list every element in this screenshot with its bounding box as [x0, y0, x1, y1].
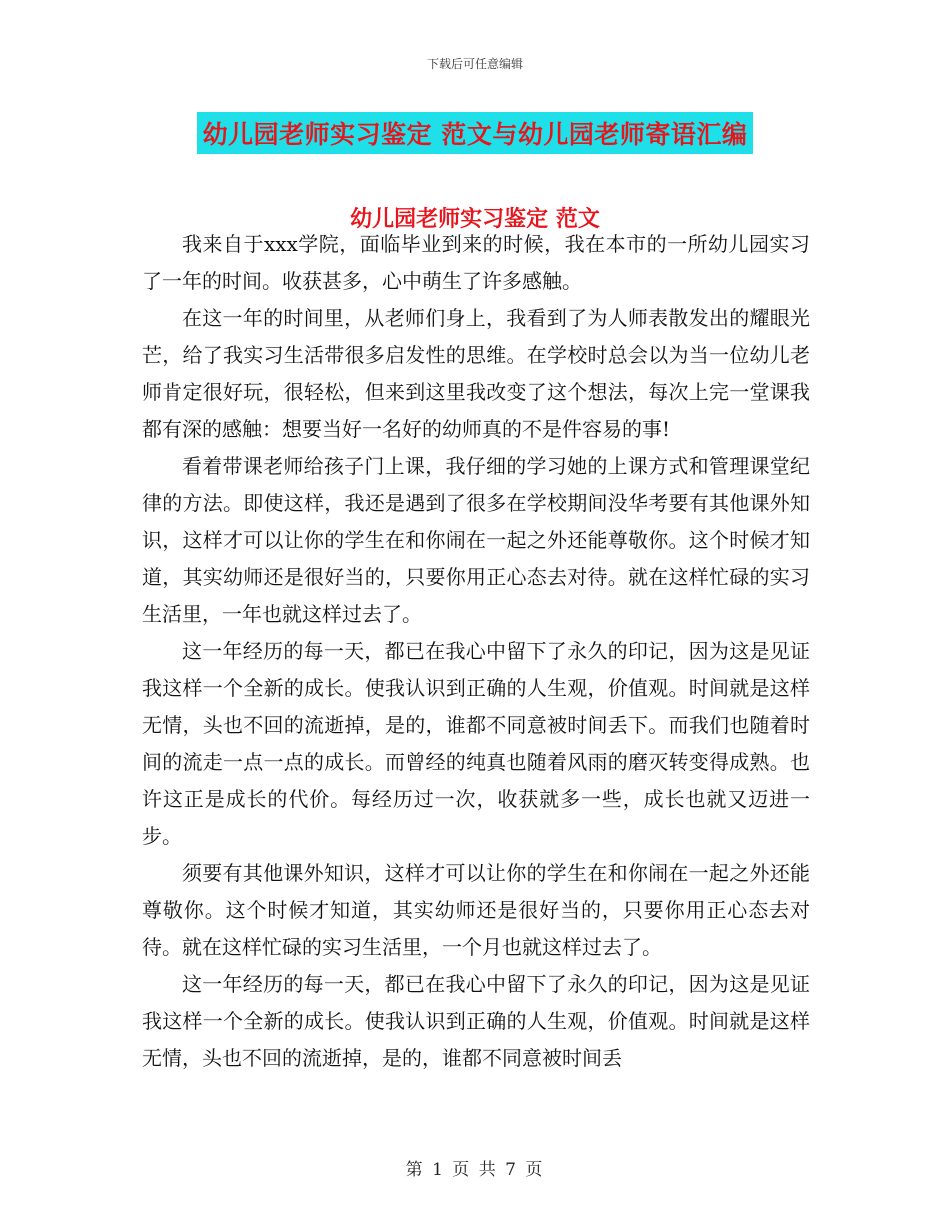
paragraph: 看着带课老师给孩子门上课，我仔细的学习她的上课方式和管理课堂纪律的方法。即使这样，我还是遇到了很多在学校期间没华考要有其他课外知识，这样才可以让你的学生在和你闹在一起之外还能尊敬你。这个时候才知道，其实幼师还是很好当的，只要你用正心态去对待。就在这样忙碌的实习生活里，一年也就这样过去了。	[142, 454, 810, 626]
page-number-footer: 第 1 页 共 7 页	[405, 1160, 545, 1180]
main-title: 幼儿园老师实习鉴定 范文与幼儿园老师寄语汇编	[197, 112, 754, 154]
paragraph: 我来自于xxx学院，面临毕业到来的时候，我在本市的一所幼儿园实习了一年的时间。收获甚多，心中萌生了许多感触。	[142, 232, 810, 293]
section-title: 幼儿园老师实习鉴定 范文	[350, 206, 600, 232]
body-text	[142, 226, 810, 1077]
paragraph: 这一年经历的每一天，都已在我心中留下了永久的印记，因为这是见证我这样一个全新的成长。使我认识到正确的人生观，价值观。时间就是这样无情，头也不回的流逝掉，是的，谁都不同意被时间丢下。而我们也随着时间的流走一点一点的成长。而曾经的纯真也随着风雨的磨灭转变得成熟。也许这正是成长的代价。每经历过一次，收获就多一些，成长也就又迈进一步。	[142, 639, 810, 848]
paragraph: 这一年经历的每一天，都已在我心中留下了永久的印记，因为这是见证我这样一个全新的成长。使我认识到正确的人生观，价值观。时间就是这样无情，头也不回的流逝掉，是的，谁都不同意被时间丢	[142, 972, 810, 1070]
paragraph: 须要有其他课外知识，这样才可以让你的学生在和你闹在一起之外还能尊敬你。这个时候才知道，其实幼师还是很好当的，只要你用正心态去对待。就在这样忙碌的实习生活里，一个月也就这样过去了。	[142, 861, 810, 959]
main-title-container	[0, 112, 950, 154]
header-note: 下载后可任意编辑	[426, 57, 523, 71]
paragraph: 在这一年的时间里，从老师们身上，我看到了为人师表散发出的耀眼光芒，给了我实习生活带很多启发性的思维。在学校时总会以为当一位幼儿老师肯定很好玩，很轻松，但来到这里我改变了这个想法，每次上完一堂课我都有深的感触：想要当好一名好的幼师真的不是件容易的事!	[142, 306, 810, 441]
